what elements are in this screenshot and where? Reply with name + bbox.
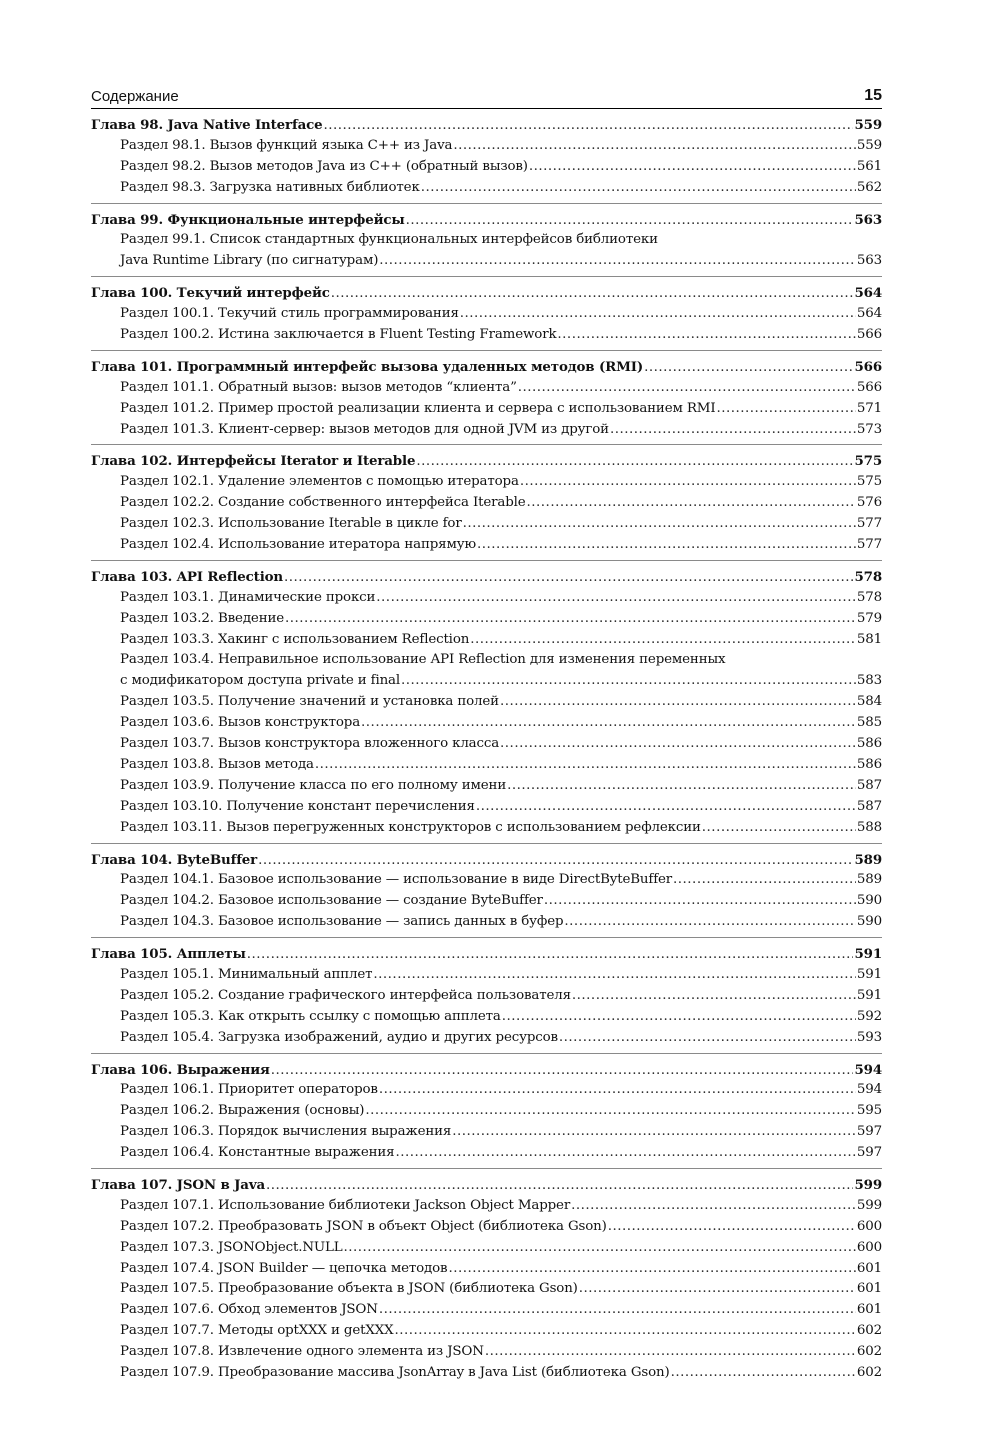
- section-title-first-line: Раздел 99.1. Список стандартных функциональных интерфейсов библиотеки: [120, 232, 658, 248]
- dot-leader: [401, 671, 856, 692]
- toc-section-entry: [91, 1259, 882, 1280]
- toc-section-entry: [91, 1300, 882, 1321]
- dot-leader: [323, 116, 853, 137]
- dot-leader: [544, 891, 856, 912]
- dot-leader: [716, 399, 855, 420]
- section-title: Раздел 107.8. Извлечение одного элемента из JSON: [120, 1344, 484, 1360]
- section-page-number: 566: [856, 327, 882, 343]
- toc-section-entry: [91, 420, 882, 441]
- section-page-number: 581: [856, 631, 882, 647]
- toc-section-entry: [91, 1143, 882, 1164]
- section-page-number: 600: [856, 1239, 882, 1255]
- toc-section-entry: [91, 1196, 882, 1217]
- toc-section-entry: [91, 734, 882, 755]
- section-title: Раздел 104.3. Базовое использование — запись данных в буфер: [120, 914, 564, 930]
- toc-chapter-block: [91, 451, 882, 560]
- dot-leader: [284, 568, 853, 589]
- section-page-number: 601: [856, 1302, 882, 1318]
- toc-section-entry: [91, 493, 882, 514]
- running-header: [91, 86, 882, 109]
- toc-section-entry: [91, 1279, 882, 1300]
- section-page-number: 590: [856, 914, 882, 930]
- section-title: Раздел 107.5. Преобразование объекта в JSON (библиотека Gson): [120, 1281, 578, 1297]
- section-title: Раздел 100.2. Истина заключается в Fluent Testing Framework: [120, 327, 557, 343]
- section-title: с модификатором доступа private и final: [120, 673, 401, 689]
- section-page-number: 593: [856, 1029, 882, 1045]
- toc-chapter-entry: [91, 283, 882, 304]
- section-title: Раздел 98.3. Загрузка нативных библиотек: [120, 179, 420, 195]
- section-title: Раздел 103.9. Получение класса по его полному имени: [120, 777, 507, 793]
- toc-section-entry: [91, 157, 882, 178]
- toc-section-entry: [91, 818, 882, 839]
- dot-leader: [671, 1363, 856, 1384]
- chapter-page-number: 563: [854, 211, 882, 228]
- dot-leader: [608, 1217, 856, 1238]
- dot-leader: [361, 713, 856, 734]
- section-title: Раздел 102.1. Удаление элементов с помощью итератора: [120, 474, 519, 490]
- section-title: Раздел 105.4. Загрузка изображений, аудио и других ресурсов: [120, 1029, 558, 1045]
- section-page-number: 563: [856, 253, 882, 269]
- section-title: Раздел 105.1. Минимальный апплет: [120, 966, 373, 982]
- section-page-number: 575: [856, 474, 882, 490]
- dot-leader: [258, 851, 853, 872]
- section-title: Раздел 107.2. Преобразовать JSON в объект Object (библиотека Gson): [120, 1218, 607, 1234]
- dot-leader: [394, 1321, 855, 1342]
- section-page-number: 559: [856, 137, 882, 153]
- toc-chapter-block: [91, 850, 882, 939]
- dot-leader: [564, 912, 855, 933]
- toc-chapter-block: [91, 115, 882, 204]
- section-page-number: 588: [856, 819, 882, 835]
- dot-leader: [271, 1061, 854, 1082]
- section-page-number: 599: [856, 1197, 882, 1213]
- toc-chapter-block: [91, 283, 882, 351]
- section-title: Раздел 102.2. Создание собственного интерфейса Iterable: [120, 495, 526, 511]
- toc-section-entry: [91, 304, 882, 325]
- section-title: Раздел 98.2. Вызов методов Java из C++ (обратный вызов): [120, 158, 528, 174]
- dot-leader: [285, 609, 856, 630]
- dot-leader: [520, 472, 856, 493]
- section-title: Раздел 107.3. JSONObject.NULL: [120, 1239, 343, 1255]
- toc-chapter-entry: [91, 1175, 882, 1196]
- section-title: Раздел 98.1. Вызов функций языка C++ из Java: [120, 137, 453, 153]
- section-page-number: 571: [856, 400, 882, 416]
- section-title: Раздел 103.11. Вызов перегруженных конструкторов с использованием рефлексии: [120, 819, 701, 835]
- running-header-title: Содержание: [91, 88, 179, 105]
- toc-section-entry: [91, 986, 882, 1007]
- chapter-page-number: 559: [854, 117, 882, 133]
- section-title: Раздел 103.10. Получение констант перечисления: [120, 798, 475, 814]
- toc-page: [91, 86, 882, 1394]
- dot-leader: [502, 1007, 856, 1028]
- toc-section-entry: [91, 514, 882, 535]
- toc-chapter-block: [91, 357, 882, 446]
- toc-section-entry: [91, 1101, 882, 1122]
- toc-chapter-block: [91, 567, 882, 844]
- toc-section-entry: [91, 136, 882, 157]
- toc-section-entry: [91, 535, 882, 556]
- toc-section-entry: [91, 378, 882, 399]
- dot-leader: [529, 157, 856, 178]
- toc-section-entry: [91, 891, 882, 912]
- section-page-number: 587: [856, 798, 882, 814]
- toc-section-entry: [91, 1028, 882, 1049]
- section-page-number: 591: [856, 987, 882, 1003]
- toc-section-entry: [91, 588, 882, 609]
- chapter-page-number: 591: [854, 946, 882, 963]
- dot-leader: [477, 535, 856, 556]
- toc-section-entry: [91, 325, 882, 346]
- section-page-number: 577: [856, 537, 882, 553]
- toc-chapter-entry: [91, 1060, 882, 1081]
- section-title: Раздел 100.1. Текучий стиль программирования: [120, 306, 459, 322]
- toc-chapter-block: [91, 210, 882, 278]
- section-page-number: 578: [856, 589, 882, 605]
- toc-section-entry: [91, 692, 882, 713]
- section-page-number: 601: [856, 1281, 882, 1297]
- chapter-title: Глава 100. Текучий интерфейс: [91, 285, 330, 302]
- toc-section-entry: [91, 1321, 882, 1342]
- chapter-title: Глава 99. Функциональные интерфейсы: [91, 211, 405, 228]
- section-page-number: 566: [856, 379, 882, 395]
- toc-chapter-block: [91, 1060, 882, 1169]
- section-page-number: 597: [856, 1124, 882, 1140]
- chapter-page-number: 564: [854, 285, 882, 302]
- toc-section-entry: [91, 965, 882, 986]
- chapter-page-number: 589: [854, 851, 882, 868]
- chapter-page-number: 578: [854, 568, 882, 585]
- dot-leader: [476, 797, 856, 818]
- section-page-number: 564: [856, 306, 882, 322]
- section-title: Раздел 104.2. Базовое использование — создание ByteBuffer: [120, 893, 543, 909]
- section-title: Раздел 107.4. JSON Builder — цепочка методов: [120, 1260, 448, 1276]
- toc-section-entry: [91, 755, 882, 776]
- section-page-number: 573: [856, 421, 882, 437]
- chapter-page-number: 594: [854, 1061, 882, 1078]
- section-page-number: 589: [856, 872, 882, 888]
- section-title: Раздел 104.1. Базовое использование — использование в виде DirectByteBuffer: [120, 872, 673, 888]
- dot-leader: [527, 493, 856, 514]
- chapter-page-number: 575: [854, 453, 882, 470]
- dot-leader: [379, 1080, 856, 1101]
- dot-leader: [702, 818, 856, 839]
- chapter-title: Глава 104. ByteBuffer: [91, 851, 258, 868]
- toc-section-entry: [91, 1342, 882, 1363]
- toc-section-entry: [91, 399, 882, 420]
- section-title: Раздел 103.3. Хакинг с использованием Reflection: [120, 631, 470, 647]
- dot-leader: [421, 178, 856, 199]
- section-title: Раздел 101.3. Клиент-сервер: вызов методов для одной JVM из другой: [120, 421, 609, 437]
- chapter-title: Глава 101. Программный интерфейс вызова удаленных методов (RMI): [91, 358, 644, 375]
- toc-section-entry: [91, 671, 882, 692]
- toc-chapter-entry: [91, 115, 882, 136]
- dot-leader: [376, 588, 856, 609]
- chapter-title: Глава 102. Интерфейсы Iterator и Iterable: [91, 453, 416, 470]
- section-page-number: 591: [856, 966, 882, 982]
- section-page-number: 602: [856, 1364, 882, 1380]
- dot-leader: [373, 965, 855, 986]
- section-title-first-line: Раздел 103.4. Неправильное использование API Reflection для изменения переменных: [120, 652, 726, 668]
- section-title: Раздел 106.3. Порядок вычисления выражения: [120, 1124, 452, 1140]
- toc-section-entry: [91, 609, 882, 630]
- dot-leader: [395, 1143, 855, 1164]
- toc-chapter-entry: [91, 210, 882, 231]
- chapter-title: Глава 107. JSON в Java: [91, 1176, 265, 1193]
- toc-section-entry: [91, 776, 882, 797]
- dot-leader: [518, 378, 856, 399]
- section-page-number: 602: [856, 1344, 882, 1360]
- section-title: Раздел 107.1. Использование библиотеки Jackson Object Mapper: [120, 1197, 571, 1213]
- dot-leader: [571, 1196, 856, 1217]
- section-page-number: 594: [856, 1082, 882, 1098]
- toc-section-entry: [91, 1217, 882, 1238]
- dot-leader: [463, 514, 856, 535]
- section-title: Раздел 103.8. Вызов метода: [120, 756, 314, 772]
- section-title: Раздел 101.1. Обратный вызов: вызов методов “клиента”: [120, 379, 517, 395]
- toc-chapter-entry: [91, 567, 882, 588]
- dot-leader: [344, 1238, 856, 1259]
- chapter-title: Глава 106. Выражения: [91, 1061, 270, 1078]
- section-page-number: 562: [856, 179, 882, 195]
- section-page-number: 600: [856, 1218, 882, 1234]
- section-page-number: 592: [856, 1008, 882, 1024]
- toc-section-entry: [91, 912, 882, 933]
- chapter-title: Глава 98. Java Native Interface: [91, 117, 323, 133]
- chapter-page-number: 599: [854, 1176, 882, 1193]
- toc-section-entry: [91, 1007, 882, 1028]
- section-page-number: 583: [856, 673, 882, 689]
- toc-chapter-entry: [91, 944, 882, 965]
- section-title: Раздел 106.2. Выражения (основы): [120, 1103, 365, 1119]
- section-page-number: 602: [856, 1323, 882, 1339]
- section-title: Раздел 107.9. Преобразование массива JsonArray в Java List (библиотека Gson): [120, 1364, 670, 1380]
- dot-leader: [579, 1279, 856, 1300]
- toc-section-entry: [91, 1238, 882, 1259]
- section-title: Раздел 103.5. Получение значений и установка полей: [120, 694, 499, 710]
- section-page-number: 586: [856, 736, 882, 752]
- toc-section-entry: [91, 178, 882, 199]
- section-page-number: 601: [856, 1260, 882, 1276]
- section-title: Раздел 105.2. Создание графического интерфейса пользователя: [120, 987, 571, 1003]
- toc-chapter-block: [91, 1175, 882, 1388]
- section-page-number: 595: [856, 1103, 882, 1119]
- section-page-number: 587: [856, 777, 882, 793]
- toc-section-entry: [91, 1363, 882, 1384]
- section-page-number: 577: [856, 516, 882, 532]
- section-title: Раздел 107.6. Обход элементов JSON: [120, 1302, 378, 1318]
- dot-leader: [673, 870, 856, 891]
- dot-leader: [453, 136, 856, 157]
- toc-section-entry: [91, 713, 882, 734]
- section-page-number: 561: [856, 158, 882, 174]
- section-title: Java Runtime Library (по сигнатурам): [120, 253, 379, 269]
- section-title: Раздел 102.4. Использование итератора напрямую: [120, 537, 476, 553]
- dot-leader: [452, 1122, 856, 1143]
- table-of-contents: [91, 115, 882, 1388]
- section-title: Раздел 107.7. Методы optXXX и getXXX: [120, 1323, 394, 1339]
- toc-chapter-entry: [91, 451, 882, 472]
- section-title: Раздел 101.2. Пример простой реализации клиента и сервера с использованием RMI: [120, 400, 716, 416]
- section-page-number: 579: [856, 610, 882, 626]
- section-page-number: 584: [856, 694, 882, 710]
- section-page-number: 597: [856, 1145, 882, 1161]
- toc-chapter-entry: [91, 357, 882, 378]
- page-number: 15: [864, 87, 882, 104]
- dot-leader: [470, 630, 856, 651]
- toc-chapter-block: [91, 944, 882, 1053]
- dot-leader: [416, 452, 853, 473]
- dot-leader: [247, 945, 854, 966]
- section-page-number: 585: [856, 715, 882, 731]
- toc-section-entry: [91, 251, 882, 272]
- section-title: Раздел 103.2. Введение: [120, 610, 285, 626]
- section-title: Раздел 103.1. Динамические прокси: [120, 589, 376, 605]
- toc-chapter-entry: [91, 850, 882, 871]
- toc-section-entry: [91, 870, 882, 891]
- dot-leader: [460, 304, 856, 325]
- section-title: Раздел 106.1. Приоритет операторов: [120, 1082, 378, 1098]
- section-title: Раздел 103.7. Вызов конструктора вложенного класса: [120, 736, 500, 752]
- dot-leader: [331, 284, 854, 305]
- dot-leader: [379, 251, 856, 272]
- toc-section-entry: [91, 1122, 882, 1143]
- dot-leader: [315, 755, 856, 776]
- toc-section-entry: [91, 472, 882, 493]
- dot-leader: [266, 1176, 853, 1197]
- section-title: Раздел 102.3. Использование Iterable в цикле for: [120, 516, 462, 532]
- dot-leader: [406, 211, 854, 232]
- dot-leader: [500, 734, 856, 755]
- dot-leader: [448, 1259, 855, 1280]
- section-title: Раздел 103.6. Вызов конструктора: [120, 715, 361, 731]
- toc-section-entry: [91, 1080, 882, 1101]
- chapter-title: Глава 105. Апплеты: [91, 946, 246, 963]
- dot-leader: [610, 420, 856, 441]
- section-page-number: 576: [856, 495, 882, 511]
- section-title: Раздел 106.4. Константные выражения: [120, 1145, 395, 1161]
- dot-leader: [507, 776, 856, 797]
- dot-leader: [365, 1101, 856, 1122]
- dot-leader: [557, 325, 855, 346]
- section-page-number: 590: [856, 893, 882, 909]
- section-page-number: 586: [856, 756, 882, 772]
- dot-leader: [572, 986, 856, 1007]
- dot-leader: [485, 1342, 856, 1363]
- toc-section-entry: [91, 630, 882, 651]
- dot-leader: [559, 1028, 856, 1049]
- dot-leader: [500, 692, 856, 713]
- dot-leader: [379, 1300, 856, 1321]
- chapter-title: Глава 103. API Reflection: [91, 568, 284, 585]
- toc-section-entry: [91, 797, 882, 818]
- section-title: Раздел 105.3. Как открыть ссылку с помощью апплета: [120, 1008, 501, 1024]
- chapter-page-number: 566: [854, 358, 882, 375]
- dot-leader: [644, 358, 853, 379]
